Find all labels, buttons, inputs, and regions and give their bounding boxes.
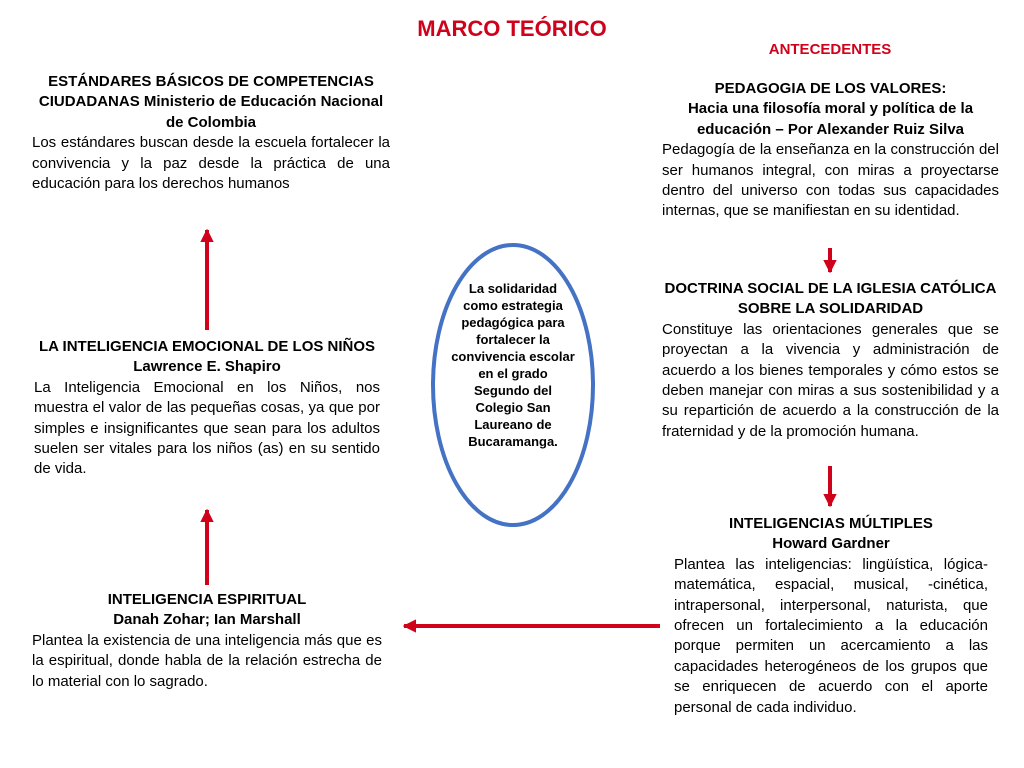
estandares-body: Los estándares buscan desde la escuela fortalecer la convivencia y la paz desde la práctica de una educación para los derechos humanos bbox=[32, 134, 390, 193]
espiritual-author: Danah Zohar; Ian Marshall bbox=[113, 611, 301, 629]
center-topic: La solidaridad como estrategia pedagógica para fortalecer la convivencia escolar en el grado Segundo del Colegio San Laureano de Bucaramanga. bbox=[451, 281, 575, 449]
espiritual-heading: INTELIGENCIA ESPIRITUAL bbox=[107, 591, 307, 608]
valores-body: Pedagogía de la enseñanza en la construcción del ser humanos integral, con miras a proyectarse dentro del universo con todas sus capacidades internas, que se manifiestan en su identidad. bbox=[662, 141, 999, 220]
multiples-body: Plantea las inteligencias: lingüística, lógica- matemática, espacial, musical, -cinética, intrapersonal, interpersonal, naturista, que ofrecen un fortalecimiento a la educación porque permiten un acercamiento a las capacidades heterogéneos de los grupos que se enriquecen de acuerdo con el aporte personal de cada individuo. bbox=[674, 555, 988, 716]
doctrina-body: Constituye las orientaciones generales que se proyectan a la vivencia y administración de acuerdo a los bienes temporales y cómo estos se deben manejar con miras a sus sostenibilidad y a su repartición de acuerdo a la construcción de la fraternidad y de la promoción humana. bbox=[662, 320, 999, 440]
doctrina-heading: DOCTRINA SOCIAL DE LA IGLESIA CATÓLICA SOBRE LA SOLIDARIDAD bbox=[664, 280, 997, 318]
estandares-heading: ESTÁNDARES BÁSICOS DE COMPETENCIAS CIUDADANAS Ministerio de Educación Nacional de Colombia bbox=[38, 73, 384, 131]
emocional-body: La Inteligencia Emocional en los Niños, nos muestra el valor de las pequeñas cosas, ya que por simples e insignificantes que sean para los adultos suelen ser vitales para los niños (as) en su sentido de vida. bbox=[34, 378, 380, 478]
valores-subheading: Hacia una filosofía moral y política de la educación – Por Alexander Ruiz Silva bbox=[687, 100, 974, 138]
multiples-heading: INTELIGENCIAS MÚLTIPLES bbox=[729, 515, 933, 532]
espiritual-body: Plantea la existencia de una inteligencia más que es la espiritual, donde habla de la relación estrecha de lo material con lo sagrado. bbox=[32, 631, 382, 690]
multiples-author: Howard Gardner bbox=[772, 535, 890, 553]
page-title: MARCO TEÓRICO bbox=[417, 16, 607, 41]
emocional-heading: LA INTELIGENCIA EMOCIONAL DE LOS NIÑOS bbox=[38, 338, 376, 355]
valores-heading: PEDAGOGIA DE LOS VALORES: bbox=[714, 80, 947, 97]
emocional-author: Lawrence E. Shapiro bbox=[133, 358, 281, 376]
antecedentes-label: ANTECEDENTES bbox=[768, 41, 892, 58]
